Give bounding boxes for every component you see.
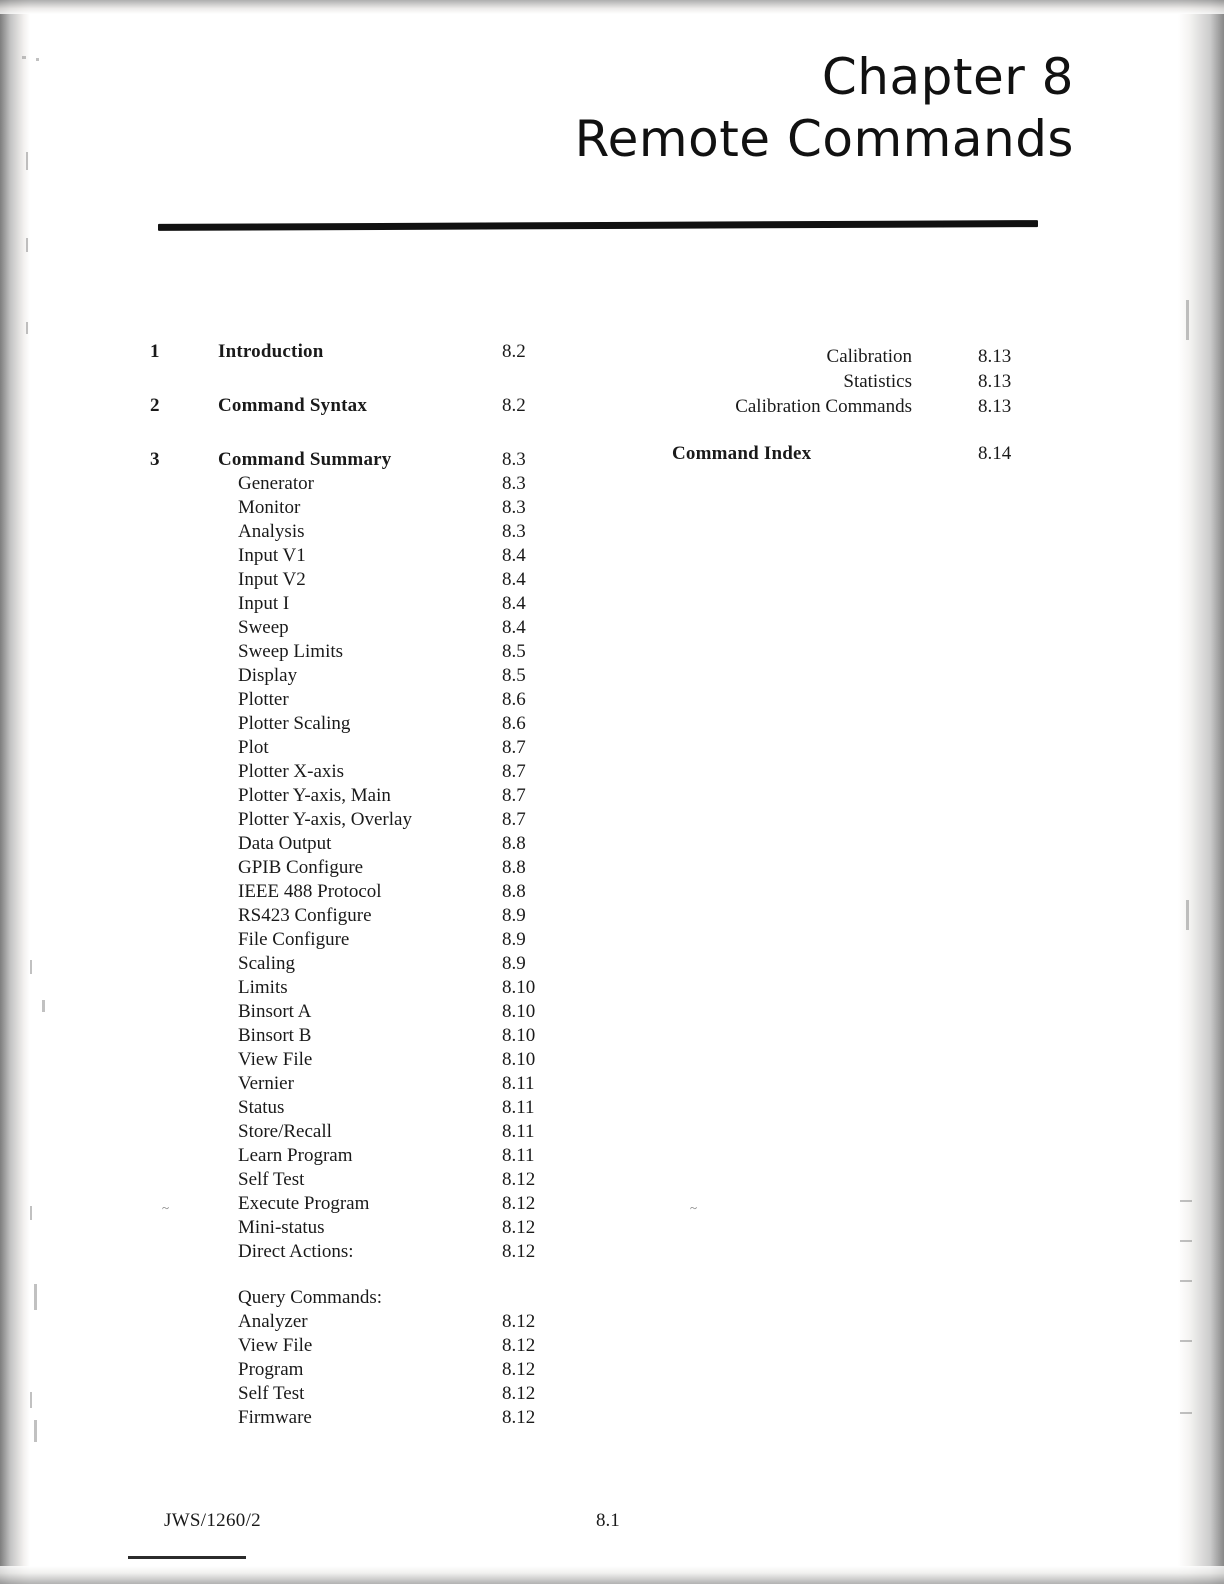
toc-spacer	[672, 419, 1052, 441]
toc-entry[interactable]	[150, 520, 580, 544]
scan-speckle	[34, 1420, 37, 1442]
toc-entry[interactable]	[150, 496, 580, 520]
toc-entry[interactable]	[150, 1096, 580, 1120]
toc-entry-page: 8.12	[502, 1241, 536, 1262]
toc-entry-label: Self Test	[238, 1383, 305, 1404]
toc-entry[interactable]	[150, 1120, 580, 1144]
toc-entry[interactable]	[150, 1168, 580, 1192]
scan-speckle	[1186, 900, 1189, 930]
toc-entry-page: 8.9	[502, 905, 526, 926]
toc-entry-page: 8.12	[502, 1407, 536, 1428]
toc-entry[interactable]	[150, 1358, 580, 1382]
toc-entry[interactable]	[150, 1024, 580, 1048]
toc-entry-number: 3	[150, 449, 160, 470]
toc-entry[interactable]	[150, 832, 580, 856]
toc-entry-label: GPIB Configure	[238, 857, 364, 878]
toc-entry-page: 8.10	[502, 1001, 536, 1022]
toc-entry-label: Generator	[238, 473, 314, 494]
toc-entry[interactable]	[150, 688, 580, 712]
toc-entry[interactable]	[672, 369, 1052, 394]
toc-entry[interactable]	[150, 544, 580, 568]
toc-entry-number: 2	[150, 395, 160, 416]
scan-speckle	[26, 238, 28, 252]
toc-entry-page: 8.12	[502, 1335, 536, 1356]
toc-entry-label: RS423 Configure	[238, 905, 372, 926]
toc-entry[interactable]	[150, 448, 580, 472]
margin-mark: ~	[690, 1200, 698, 1215]
toc-entry[interactable]	[150, 472, 580, 496]
toc-entry-label: Input I	[238, 593, 290, 614]
toc-entry-label: Introduction	[218, 341, 324, 362]
toc-entry-page: 8.5	[502, 641, 526, 662]
toc-entry-page: 8.3	[502, 449, 526, 470]
toc-entry-page: 8.9	[502, 953, 526, 974]
toc-entry-page: 8.11	[502, 1097, 535, 1118]
toc-entry[interactable]	[150, 568, 580, 592]
footer-rule	[128, 1556, 246, 1559]
toc-entry-label: Execute Program	[238, 1193, 370, 1214]
toc-entry-label: Sweep Limits	[238, 641, 344, 662]
toc-entry-label: Analyzer	[238, 1311, 308, 1332]
toc-entry-page: 8.12	[502, 1193, 536, 1214]
toc-left-column	[150, 340, 580, 1430]
toc-entry[interactable]	[150, 1240, 580, 1264]
toc-entry[interactable]	[150, 616, 580, 640]
toc-group-heading-label: Query Commands:	[238, 1287, 383, 1308]
toc-entry-number: 1	[150, 341, 160, 362]
toc-entry-label: Input V1	[238, 545, 306, 566]
toc-entry-page: 8.7	[502, 737, 526, 758]
toc-entry-label: Learn Program	[238, 1145, 353, 1166]
toc-entry[interactable]	[150, 1406, 580, 1430]
toc-entry-label: Plotter Y-axis, Overlay	[238, 809, 412, 830]
page-top-edge-shadow	[0, 0, 1224, 14]
toc-entry-label: Sweep	[238, 617, 289, 638]
toc-entry-label: Vernier	[238, 1073, 294, 1094]
toc-entry[interactable]	[672, 344, 1052, 369]
toc-entry[interactable]	[150, 1192, 580, 1216]
toc-entry-page: 8.9	[502, 929, 526, 950]
toc-entry-page: 8.12	[502, 1169, 536, 1190]
toc-entry[interactable]	[150, 1048, 580, 1072]
toc-entry-page: 8.12	[502, 1217, 536, 1238]
toc-entry[interactable]	[150, 1072, 580, 1096]
scan-speckle	[30, 960, 32, 974]
toc-entry[interactable]	[150, 760, 580, 784]
scan-speckle	[26, 152, 28, 170]
toc-entry-label: Direct Actions:	[238, 1241, 354, 1262]
toc-entry-page: 8.5	[502, 665, 526, 686]
toc-entry-page: 8.2	[502, 341, 526, 362]
scan-speckle	[34, 1284, 37, 1310]
scan-speckle	[22, 56, 26, 59]
toc-entry-label: Command Syntax	[218, 395, 368, 416]
toc-entry-label: Input V2	[238, 569, 306, 590]
toc-entry[interactable]	[150, 784, 580, 808]
toc-entry-label: View File	[238, 1335, 313, 1356]
toc-entry[interactable]	[150, 880, 580, 904]
toc-entry[interactable]	[150, 976, 580, 1000]
toc-entry-label: Plotter Y-axis, Main	[238, 785, 391, 806]
toc-entry-label: Scaling	[238, 953, 295, 974]
toc-entry-page: 8.11	[502, 1073, 535, 1094]
toc-entry-label: Command Index	[672, 443, 812, 464]
toc-entry[interactable]	[150, 640, 580, 664]
toc-entry[interactable]	[150, 808, 580, 832]
toc-entry-page: 8.7	[502, 809, 526, 830]
chapter-title-block	[575, 46, 1074, 170]
toc-entry-page: 8.2	[502, 395, 526, 416]
toc-group-heading	[150, 1286, 580, 1310]
toc-entry[interactable]	[150, 1144, 580, 1168]
toc-entry-page: 8.12	[502, 1383, 536, 1404]
footer-page-number: 8.1	[596, 1510, 620, 1531]
toc-entry-page: 8.12	[502, 1359, 536, 1380]
toc-entry-page: 8.12	[502, 1311, 536, 1332]
toc-entry[interactable]	[150, 1334, 580, 1358]
scan-speckle	[30, 1392, 32, 1408]
scan-speckle	[30, 1206, 32, 1220]
toc-entry-page: 8.13	[978, 346, 1012, 367]
toc-entry-page: 8.4	[502, 569, 526, 590]
title-divider-rule	[158, 220, 1038, 231]
scan-speckle	[1186, 300, 1189, 340]
toc-entry-page: 8.6	[502, 689, 526, 710]
chapter-title: Remote Commands	[574, 110, 1074, 168]
toc-entry-label: File Configure	[238, 929, 350, 950]
toc-entry-label: Program	[238, 1359, 304, 1380]
toc-entry[interactable]	[150, 736, 580, 760]
toc-entry-label: Self Test	[238, 1169, 305, 1190]
toc-entry-label: Plotter X-axis	[238, 761, 345, 782]
toc-entry-page: 8.10	[502, 1049, 536, 1070]
toc-entry-label: Mini-status	[238, 1217, 325, 1238]
scan-speckle	[36, 58, 39, 61]
toc-entry[interactable]	[150, 1216, 580, 1240]
scan-speckle	[26, 322, 28, 334]
toc-entry-page: 8.4	[502, 617, 526, 638]
toc-entry-label: Analysis	[238, 521, 305, 542]
toc-entry-page: 8.14	[978, 443, 1012, 464]
toc-spacer	[150, 418, 580, 448]
page-bottom-edge-shadow	[0, 1566, 1224, 1584]
toc-entry-page: 8.4	[502, 545, 526, 566]
toc-entry-label: Store/Recall	[238, 1121, 332, 1142]
toc-entry-label: Command Summary	[218, 449, 392, 470]
toc-entry[interactable]	[672, 441, 1052, 466]
scan-speckle	[1180, 1340, 1192, 1342]
toc-entry-page: 8.3	[502, 473, 526, 494]
scan-speckle	[42, 1000, 45, 1012]
margin-mark: ~	[162, 1200, 170, 1215]
toc-entry-label: Calibration Commands	[735, 396, 912, 417]
toc-entry[interactable]	[150, 1000, 580, 1024]
scan-speckle	[1180, 1280, 1192, 1282]
scan-speckle	[1180, 1412, 1192, 1414]
toc-entry-label: Binsort B	[238, 1025, 312, 1046]
toc-entry-page: 8.11	[502, 1121, 535, 1142]
toc-entry-label: Monitor	[238, 497, 301, 518]
toc-entry-page: 8.6	[502, 713, 526, 734]
toc-entry-label: IEEE 488 Protocol	[238, 881, 382, 902]
toc-entry-page: 8.13	[978, 396, 1012, 417]
toc-entry-page: 8.8	[502, 857, 526, 878]
toc-entry-page: 8.13	[978, 371, 1012, 392]
toc-entry-label: Display	[238, 665, 298, 686]
toc-entry-label: Plotter	[238, 689, 289, 710]
toc-entry-page: 8.8	[502, 881, 526, 902]
toc-entry-label: Status	[238, 1097, 285, 1118]
toc-entry-label: Data Output	[238, 833, 332, 854]
toc-entry[interactable]	[672, 394, 1052, 419]
chapter-number: Chapter 8	[821, 48, 1074, 106]
scan-speckle	[1180, 1240, 1192, 1242]
toc-entry-page: 8.7	[502, 761, 526, 782]
toc-entry[interactable]	[150, 592, 580, 616]
toc-right-column	[672, 344, 1052, 466]
toc-entry[interactable]	[150, 340, 580, 364]
toc-entry-label: Plotter Scaling	[238, 713, 351, 734]
scan-speckle	[1180, 1200, 1192, 1202]
toc-entry-label: View File	[238, 1049, 313, 1070]
toc-spacer	[150, 1264, 580, 1286]
toc-spacer	[150, 364, 580, 394]
toc-entry-page: 8.10	[502, 977, 536, 998]
toc-entry-page: 8.7	[502, 785, 526, 806]
toc-entry[interactable]	[150, 904, 580, 928]
toc-entry[interactable]	[150, 856, 580, 880]
toc-entry-label: Binsort A	[238, 1001, 312, 1022]
toc-entry[interactable]	[150, 952, 580, 976]
toc-entry[interactable]	[150, 1310, 580, 1334]
toc-entry-page: 8.3	[502, 521, 526, 542]
page-right-edge-shadow	[1178, 0, 1224, 1584]
toc-entry-page: 8.3	[502, 497, 526, 518]
toc-entry-label: Statistics	[843, 371, 912, 392]
toc-entry[interactable]	[150, 1382, 580, 1406]
toc-entry-page: 8.4	[502, 593, 526, 614]
toc-entry-page: 8.11	[502, 1145, 535, 1166]
toc-entry-label: Limits	[238, 977, 288, 998]
toc-entry[interactable]	[150, 664, 580, 688]
footer-document-code: JWS/1260/2	[164, 1510, 261, 1531]
toc-entry[interactable]	[150, 928, 580, 952]
toc-entry-label: Firmware	[238, 1407, 312, 1428]
toc-entry[interactable]	[150, 394, 580, 418]
toc-entry-label: Calibration	[826, 346, 912, 367]
toc-entry[interactable]	[150, 712, 580, 736]
toc-entry-page: 8.10	[502, 1025, 536, 1046]
toc-entry-page: 8.8	[502, 833, 526, 854]
toc-entry-label: Plot	[238, 737, 269, 758]
